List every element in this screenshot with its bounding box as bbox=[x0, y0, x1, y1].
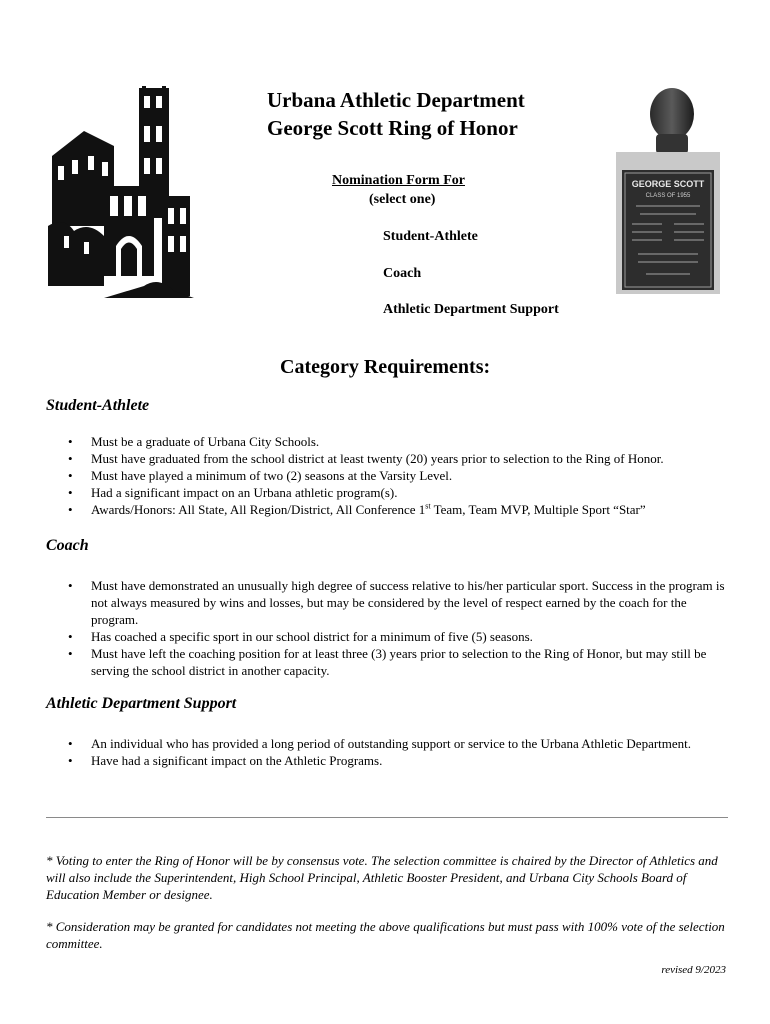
awards-text-post: Team, Team MVP, Multiple Sport “Star” bbox=[430, 502, 646, 517]
option-student-athlete[interactable]: Student-Athlete bbox=[383, 229, 478, 244]
list-item-awards bbox=[46, 501, 726, 518]
coach-requirements bbox=[46, 577, 726, 679]
ring-of-honor-plaque-photo bbox=[616, 86, 720, 296]
support-requirements bbox=[46, 735, 726, 769]
title-line-1: Urbana Athletic Department bbox=[267, 88, 525, 112]
list-item: • Must be a graduate of Urbana City Schools. bbox=[46, 433, 726, 450]
plaque-name: GEORGE SCOTT bbox=[631, 179, 705, 189]
awards-superscript: st bbox=[425, 501, 431, 511]
select-one-label: (select one) bbox=[369, 192, 436, 207]
revised-date: revised 9/2023 bbox=[661, 964, 726, 976]
footnote-voting: * Voting to enter the Ring of Honor will be by consensus vote. The selection committee is chaired by the Director of Athletics and will also include the Superintendent, High School Principal, Athletic Booster President, and Urbana City Schools Board of Education Member or designee. bbox=[46, 853, 718, 902]
nomination-label: Nomination Form For bbox=[332, 173, 465, 188]
document-title bbox=[267, 86, 525, 142]
divider-line bbox=[46, 817, 728, 818]
list-item: • Must have demonstrated an unusually high degree of success relative to his/her particular sport. Success in the program is not always measured by wins and losses, but may be considered by the level of respect earned by the coach for the program. bbox=[46, 577, 726, 628]
awards-text-pre: Awards/Honors: All State, All Region/District, All Conference 1 bbox=[91, 502, 426, 517]
list-item: • Have had a significant impact on the Athletic Programs. bbox=[46, 752, 726, 769]
category-requirements-heading: Category Requirements: bbox=[280, 356, 491, 378]
coach-heading: Coach bbox=[46, 537, 89, 554]
list-item: • Must have graduated from the school district at least twenty (20) years prior to selection to the Ring of Honor. bbox=[46, 450, 726, 467]
list-item: • Must have left the coaching position for at least three (3) years prior to selection to the Ring of Honor, but may still be serving the school district in another capacity. bbox=[46, 645, 726, 679]
student-athlete-requirements bbox=[46, 433, 726, 518]
list-item: • Has coached a specific sport in our school district for a minimum of five (5) seasons. bbox=[46, 628, 726, 645]
school-building-logo bbox=[44, 86, 194, 301]
option-athletic-department-support[interactable]: Athletic Department Support bbox=[383, 302, 559, 317]
list-item: • An individual who has provided a long period of outstanding support or service to the Urbana Athletic Department. bbox=[46, 735, 726, 752]
title-line-2: George Scott Ring of Honor bbox=[267, 116, 518, 140]
support-heading: Athletic Department Support bbox=[46, 695, 237, 712]
list-item: • Must have played a minimum of two (2) seasons at the Varsity Level. bbox=[46, 467, 726, 484]
plaque-class: CLASS OF 1955 bbox=[645, 193, 691, 199]
option-coach[interactable]: Coach bbox=[383, 266, 422, 281]
footnote-consideration: * Consideration may be granted for candidates not meeting the above qualifications but must pass with 100% vote of the selection committee. bbox=[46, 919, 725, 951]
student-athlete-heading: Student-Athlete bbox=[46, 397, 150, 414]
list-item: • Had a significant impact on an Urbana athletic program(s). bbox=[46, 484, 726, 501]
